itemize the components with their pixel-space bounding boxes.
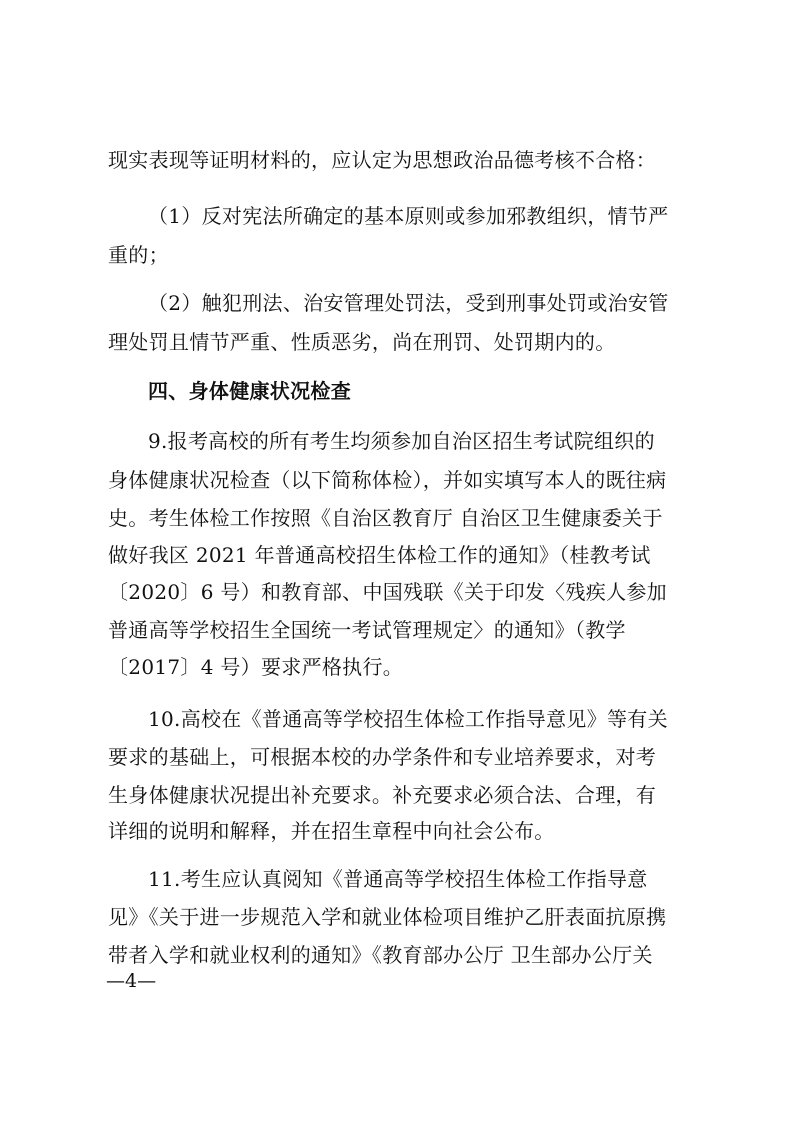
text-line: 10.高校在《普通高等学校招生体检工作指导意见》等有关 [148,707,668,731]
text-line: 〔2017〕4 号）要求严格执行。 [108,655,404,679]
text-line: （1）反对宪法所确定的基本原则或参加邪教组织，情节严 [148,204,669,228]
page-number: —4— [106,970,157,992]
text-line: 重的； [108,243,169,267]
text-line: 要求的基础上，可根据本校的办学条件和专业培养要求，对考 [108,745,657,769]
section-heading: 四、身体健康状况检查 [148,379,351,403]
text-line: 〔2020〕6 号）和教育部、中国残联《关于印发〈残疾人参加 [108,580,667,604]
text-line: 带者入学和就业权利的通知》《教育部办公厅 卫生部办公厅关 [108,943,653,967]
text-line: 理处罚且情节严重、性质恶劣，尚在刑罚、处罚期内的。 [108,330,616,354]
text-line: 做好我区 2021 年普通高校招生体检工作的通知》（桂教考试 [108,543,651,567]
text-line: 现实表现等证明材料的，应认定为思想政治品德考核不合格： [108,148,657,172]
text-line: 生身体健康状况提出补充要求。补充要求必须合法、合理，有 [108,783,657,807]
text-line: 11.考生应认真阅知《普通高等学校招生体检工作指导意 [148,867,648,891]
text-line: 普通高等学校招生全国统一考试管理规定〉的通知》（教学 [108,618,626,642]
text-line: 见》《关于进一步规范入学和就业体检项目维护乙肝表面抗原携 [108,905,667,929]
text-line: 身体健康状况检查（以下简称体检），并如实填写本人的既往病 [108,468,667,492]
text-line: 详细的说明和解释，并在招生章程中向社会公布。 [108,819,555,843]
text-line: （2）触犯刑法、治安管理处罚法，受到刑事处罚或治安管 [148,291,669,315]
text-line: 9.报考高校的所有考生均须参加自治区招生考试院组织的 [148,429,655,453]
text-line: 史。考生体检工作按照《自治区教育厅 自治区卫生健康委关于 [108,506,663,530]
